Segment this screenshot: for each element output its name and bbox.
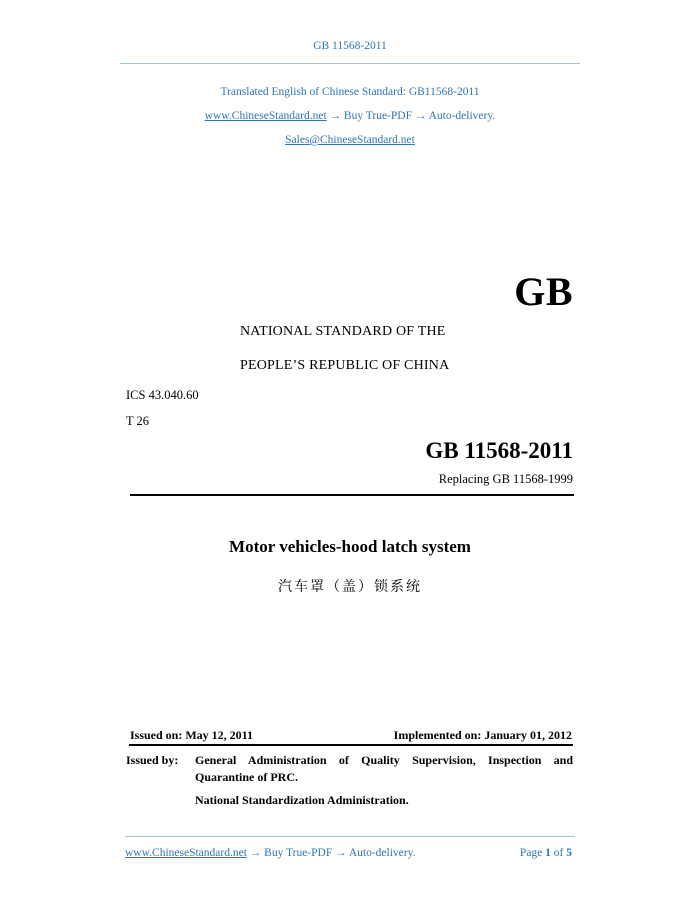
promo-line-1: Translated English of Chinese Standard: GB11568-2011 <box>220 86 480 98</box>
running-header: GB 11568-2011 <box>313 40 387 52</box>
national-standard-line-1: NATIONAL STANDARD OF THE <box>240 324 446 339</box>
title-chinese: 汽车罩（盖）锁系统 <box>278 579 422 595</box>
page-indicator <box>520 847 572 859</box>
footer-promo-rest: → Buy True-PDF → Auto-delivery. <box>249 847 416 859</box>
ics-code: ICS 43.040.60 <box>126 388 199 402</box>
issued-on: Issued on: May 12, 2011 <box>130 728 254 742</box>
promo-line-2 <box>0 110 700 122</box>
issued-by-org-2: National Standardization Administration. <box>195 793 409 807</box>
standard-number: GB 11568-2011 <box>425 438 573 463</box>
header-divider <box>120 63 580 64</box>
title-divider <box>130 494 574 496</box>
page-current: 1 <box>545 847 551 859</box>
issued-by-org-1: General Administration of Quality Supervision, Inspection and Quarantine of PRC. <box>195 753 573 784</box>
footer-site-link[interactable]: www.ChineseStandard.net <box>125 847 247 859</box>
promo-line-2-rest: → Buy True-PDF → Auto-delivery. <box>329 110 496 122</box>
ccs-code: T 26 <box>126 414 150 428</box>
site-link[interactable]: www.ChineseStandard.net <box>204 110 327 122</box>
replacing-note: Replacing GB 11568-1999 <box>438 472 573 486</box>
issued-divider <box>129 744 573 746</box>
gb-logo: GB <box>514 269 573 314</box>
promo-line-3 <box>0 134 700 146</box>
national-standard-line-2: PEOPLE’S REPUBLIC OF CHINA <box>240 358 450 373</box>
page-label: Page <box>519 847 543 859</box>
issued-by-label: Issued by: <box>126 753 179 767</box>
implemented-on: Implemented on: January 01, 2012 <box>393 728 572 742</box>
email-link[interactable]: Sales@ChineseStandard.net <box>285 134 415 146</box>
of-label: of <box>553 847 564 859</box>
footer-promo <box>125 847 415 859</box>
footer-divider <box>125 836 575 837</box>
title-english: Motor vehicles-hood latch system <box>229 537 471 556</box>
page-total: 5 <box>566 847 572 859</box>
